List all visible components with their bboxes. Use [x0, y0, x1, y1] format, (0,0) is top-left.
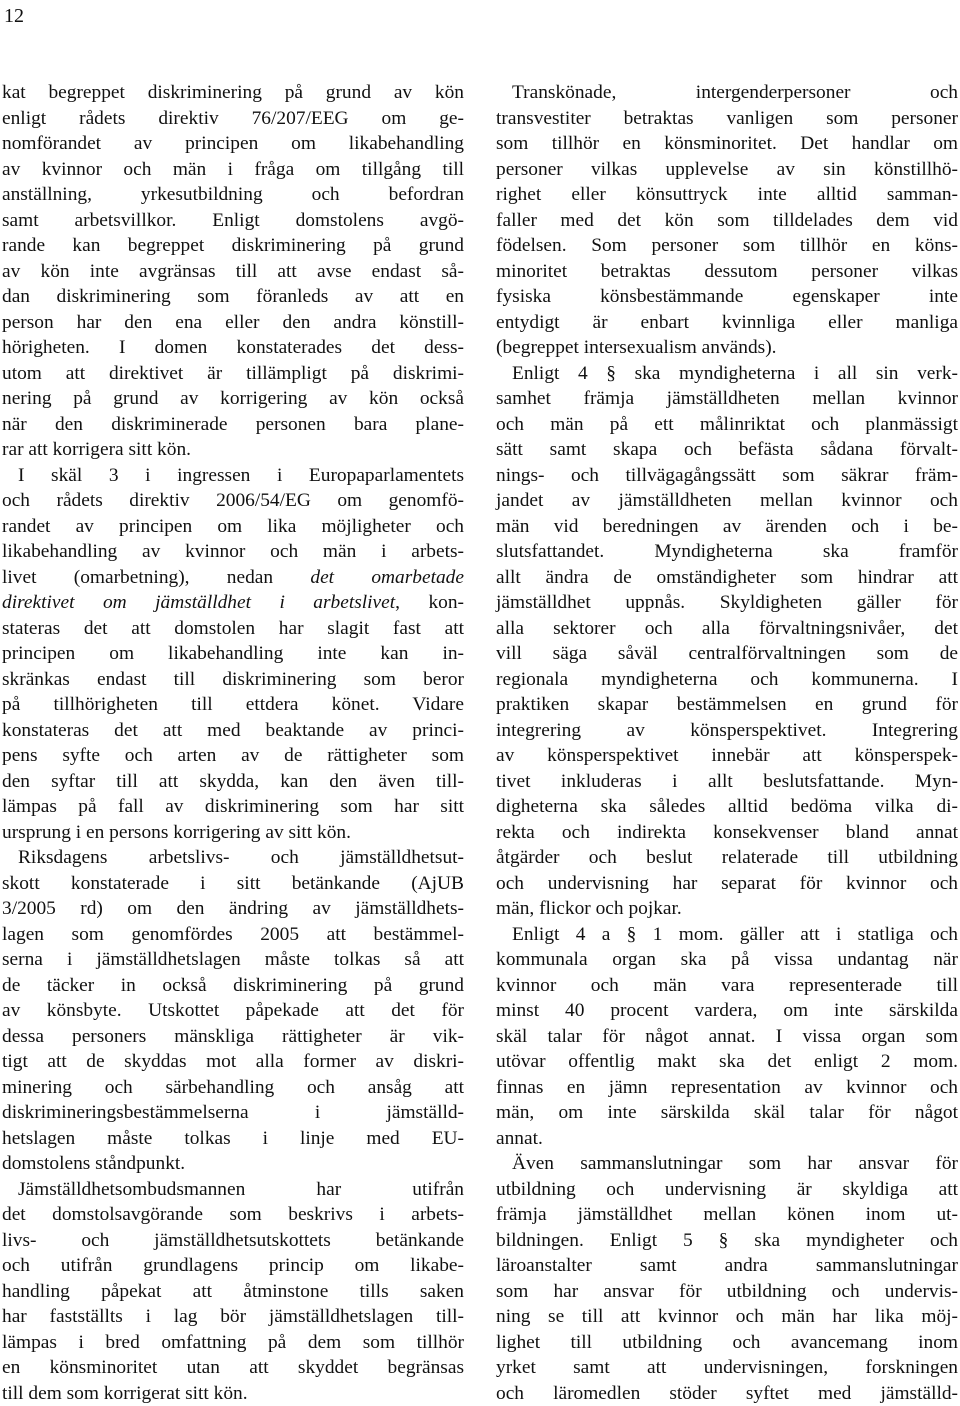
line-text: rande kan begreppet diskriminering på grund — [2, 235, 464, 256]
line-text: annat. — [496, 1128, 543, 1149]
text-line — [2, 590, 464, 616]
line-text: I skäl 3 i ingressen i Europaparlamentets — [18, 465, 464, 486]
line-text: och män på ett målinriktat och planmässigt — [496, 414, 958, 435]
line-text: Riksdagens arbetslivs- och jämställdhetsut- — [18, 847, 464, 868]
text-line — [496, 106, 958, 132]
text-line — [496, 794, 958, 820]
line-text: när den diskriminerade personen bara plane- — [2, 414, 464, 435]
text-line — [2, 1330, 464, 1356]
text-line — [2, 896, 464, 922]
text-line — [2, 539, 464, 565]
line-text: kat begreppet diskriminering på grund av kön — [2, 82, 464, 103]
line-text: rekta och indirekta konsekvenser bland annat — [496, 822, 958, 843]
line-text: sätt samt skapa och befästa sådana förvalt- — [496, 439, 958, 460]
text-line — [496, 820, 958, 846]
line-text: skäl talar för något annat. I vissa organ som — [496, 1026, 958, 1047]
line-text: utövar offentlig makt ska det enligt 2 mom. — [496, 1051, 958, 1072]
line-text: personer vilkas upplevelse av sin könstillhö- — [496, 159, 958, 180]
line-text: Enligt 4 § ska myndigheterna i all sin verk- — [512, 363, 958, 384]
line-text: ning se till att kvinnor och män har lika möj- — [496, 1306, 958, 1327]
line-text: som tillhör en könsminoritet. Det handlar om — [496, 133, 958, 154]
text-line — [496, 1253, 958, 1279]
line-text: tigt att de skyddas mot alla former av diskri- — [2, 1051, 464, 1072]
text-line — [2, 718, 464, 744]
line-text: stateras det att domstolen har slagit fast att — [2, 618, 464, 639]
line-text: åtgärder och beslut relaterade till utbildning — [496, 847, 958, 868]
text-line — [2, 667, 464, 693]
line-text: regionala myndigheterna och kommunerna. I — [496, 669, 958, 690]
line-text: praktiken skapar bestämmelsen en grund för — [496, 694, 958, 715]
line-text: jandet av jämställdheten mellan kvinnor och — [496, 490, 958, 511]
text-line — [2, 182, 464, 208]
text-line — [2, 488, 464, 514]
line-text: person har den ena eller den andra könstill- — [2, 312, 464, 333]
text-line — [496, 718, 958, 744]
text-line — [496, 386, 958, 412]
text-line — [496, 463, 958, 489]
line-text: randet av principen om lika möjligheter och — [2, 516, 464, 537]
line-text: Jämställdhetsombudsmannen har utifrån — [18, 1179, 464, 1200]
text-line — [496, 1381, 958, 1406]
line-text: och utifrån grundlagens princip om likabe- — [2, 1255, 464, 1276]
text-line — [2, 386, 464, 412]
text-line — [2, 1100, 464, 1126]
line-text: faller med det kön som tilldelades dem vid — [496, 210, 958, 231]
line-text: samt arbetsvillkor. Enligt domstolens avgö- — [2, 210, 464, 231]
left-text-column — [2, 80, 464, 1406]
text-line — [496, 769, 958, 795]
text-line — [2, 259, 464, 285]
text-line — [2, 641, 464, 667]
text-line — [2, 335, 464, 361]
text-line — [2, 1151, 464, 1177]
text-line — [496, 871, 958, 897]
line-text: enligt rådets direktiv 76/207/EEG om ge- — [2, 108, 464, 129]
text-line — [496, 641, 958, 667]
page-number: 12 — [4, 4, 24, 28]
text-line — [496, 565, 958, 591]
line-text: lagen som genomfördes 2005 att bestämmel- — [2, 924, 464, 945]
line-text: nings- och tillvägagångssätt som säkrar främ- — [496, 465, 958, 486]
text-line — [496, 131, 958, 157]
text-line — [496, 80, 958, 106]
text-line — [2, 157, 464, 183]
line-text: domstolens ståndpunkt. — [2, 1153, 185, 1174]
text-line — [496, 488, 958, 514]
line-text: främja jämställdhet mellan könen inom ut- — [496, 1204, 958, 1225]
text-line — [2, 310, 464, 336]
line-text: jämställdhet uppnås. Skyldigheten gäller för — [496, 592, 958, 613]
text-line — [2, 769, 464, 795]
line-text: 3/2005 rd) om den ändring av jämställdhets- — [2, 898, 464, 919]
line-text: samhet främja jämställdheten mellan kvinnor — [496, 388, 958, 409]
line-text: vill säga såväl centralförvaltningen som de — [496, 643, 958, 664]
line-text: fysiska könsbestämmande egenskaper inte — [496, 286, 958, 307]
line-text: de täcker in också diskriminering på grund — [2, 975, 464, 996]
line-text: har fastställts i lag bör jämställdhetslagen till- — [2, 1306, 464, 1327]
text-line — [496, 845, 958, 871]
line-text: livet (omarbetning), nedan — [2, 567, 273, 588]
text-line — [2, 284, 464, 310]
text-line — [496, 1100, 958, 1126]
line-text: slutsfattandet. Myndigheterna ska framför — [496, 541, 958, 562]
line-text: entydigt är enbart kvinnliga eller manliga — [496, 312, 958, 333]
text-line — [2, 565, 464, 591]
line-text: livs- och jämställdhetsutskottets betänkande — [2, 1230, 464, 1251]
line-text: tivet inkluderas i allt beslutsfattande. Myn- — [496, 771, 958, 792]
line-text: anställning, yrkesutbildning och befordran — [2, 184, 464, 205]
line-text: av könsperspektivet innebär att könsperspek- — [496, 745, 958, 766]
text-line — [496, 412, 958, 438]
text-line — [2, 1228, 464, 1254]
line-text: nomförandet av principen om likabehandling — [2, 133, 464, 154]
text-line — [2, 1177, 464, 1203]
text-line — [2, 616, 464, 642]
text-line — [496, 1304, 958, 1330]
text-line — [2, 412, 464, 438]
line-text: på tillhörigheten till ettdera könet. Vidare — [2, 694, 464, 715]
line-text: utbildning och undervisning är skyldiga att — [496, 1179, 958, 1200]
line-text: män, flickor och pojkar. — [496, 898, 682, 919]
text-line — [2, 998, 464, 1024]
text-line — [496, 1126, 958, 1152]
text-line — [496, 1049, 958, 1075]
text-line — [496, 182, 958, 208]
line-text: ursprung i en persons korrigering av sitt kön. — [2, 822, 351, 843]
text-line — [496, 1177, 958, 1203]
line-text: hetslagen måste tolkas i linje med EU- — [2, 1128, 464, 1149]
text-line — [2, 1253, 464, 1279]
text-line — [496, 284, 958, 310]
text-line — [496, 259, 958, 285]
text-line — [496, 1228, 958, 1254]
line-text: som har ansvar för utbildning och undervis- — [496, 1281, 958, 1302]
line-text: minoritet betraktas dessutom personer vilkas — [496, 261, 958, 282]
text-line — [496, 1355, 958, 1381]
line-text: allt ändra de omständigheter som hindrar att — [496, 567, 958, 588]
italic-term: det omarbetade — [310, 567, 464, 588]
text-line — [2, 973, 464, 999]
line-text: till dem som korrigerat sitt kön. — [2, 1383, 248, 1404]
line-text: skott konstaterade i sitt betänkande (AjUB — [2, 873, 464, 894]
text-line — [496, 361, 958, 387]
line-text: läroanstalter samt andra sammanslutningar — [496, 1255, 958, 1276]
text-line — [2, 845, 464, 871]
text-line — [496, 692, 958, 718]
line-text: minst 40 procent vardera, om inte särskilda — [496, 1000, 958, 1021]
line-text: den syftar till att skydda, kan den även till- — [2, 771, 464, 792]
text-line — [496, 1024, 958, 1050]
text-line — [496, 896, 958, 922]
line-text: minering och särbehandling och ansåg att — [2, 1077, 464, 1098]
text-line — [496, 616, 958, 642]
text-line — [2, 131, 464, 157]
text-line — [2, 820, 464, 846]
line-text: , kon- — [395, 592, 464, 613]
line-text: integrering av könsperspektivet. Integrering — [496, 720, 958, 741]
line-text: dessa personers mänskliga rättigheter är vik- — [2, 1026, 464, 1047]
line-text: det domstolsavgörande som beskrivs i arbets- — [2, 1204, 464, 1225]
line-text: kvinnor och män vara representerade till — [496, 975, 958, 996]
text-line — [2, 1075, 464, 1101]
line-text: av kvinnor och män i fråga om tillgång till — [2, 159, 464, 180]
line-text: Transkönade, intergenderpersoner och — [512, 82, 958, 103]
text-line — [2, 871, 464, 897]
text-line — [2, 1024, 464, 1050]
text-line — [2, 1381, 464, 1406]
text-line — [496, 208, 958, 234]
text-line — [496, 922, 958, 948]
line-text: män vid beredningen av ärenden och i be- — [496, 516, 958, 537]
text-line — [496, 973, 958, 999]
line-text: likabehandling av kvinnor och män i arbets- — [2, 541, 464, 562]
line-text: dan diskriminering som föranleds av att en — [2, 286, 464, 307]
text-line — [496, 947, 958, 973]
text-line — [2, 743, 464, 769]
right-text-column — [496, 80, 958, 1406]
text-line — [2, 794, 464, 820]
text-line — [2, 692, 464, 718]
line-text: lighet till utbildning och avancemang inom — [496, 1332, 958, 1353]
text-line — [496, 998, 958, 1024]
text-line — [2, 1279, 464, 1305]
line-text: hörigheten. I domen konstaterades det dess- — [2, 337, 464, 358]
line-text: lämpas i bred omfattning på dem som tillhör — [2, 1332, 464, 1353]
line-text: alla sektorer och alla förvaltningsnivåer, det — [496, 618, 958, 639]
text-line — [2, 233, 464, 259]
line-text: och rådets direktiv 2006/54/EG om genomfö- — [2, 490, 464, 511]
line-text: Även sammanslutningar som har ansvar för — [512, 1153, 958, 1174]
text-line — [496, 539, 958, 565]
line-text: handling påpekat att åtminstone tills saken — [2, 1281, 464, 1302]
line-text: Enligt 4 a § 1 mom. gäller att i statliga och — [512, 924, 958, 945]
text-line — [2, 1304, 464, 1330]
italic-term: direktivet om jämställdhet i arbetslivet — [2, 592, 395, 613]
line-text: en könsminoritet utan att skyddet begränsas — [2, 1357, 464, 1378]
line-text: yrket samt att undervisningen, forskningen — [496, 1357, 958, 1378]
line-text: av könsbyte. Utskottet påpekade att det för — [2, 1000, 464, 1021]
text-line — [496, 437, 958, 463]
text-line — [496, 1202, 958, 1228]
line-text: lämpas på fall av diskriminering som har sitt — [2, 796, 464, 817]
text-line — [496, 667, 958, 693]
line-text: födelsen. Som personer som tillhör en köns- — [496, 235, 958, 256]
line-text: konstateras det att med beaktande av princi- — [2, 720, 464, 741]
line-text: pens syfte och arten av de rättigheter som — [2, 745, 464, 766]
line-text: finnas en jämn representation av kvinnor och — [496, 1077, 958, 1098]
text-line — [2, 361, 464, 387]
line-text: av kön inte avgränsas till att avse endast så- — [2, 261, 464, 282]
line-text: och läromedlen stöder syftet med jämställd- — [496, 1383, 958, 1404]
text-line — [2, 437, 464, 463]
text-line — [2, 514, 464, 540]
line-text: och undervisning har separat för kvinnor och — [496, 873, 958, 894]
text-line — [496, 233, 958, 259]
text-line — [496, 335, 958, 361]
line-text: digheterna ska således alltid bedöma vilka di- — [496, 796, 958, 817]
line-text: principen om likabehandling inte kan in- — [2, 643, 464, 664]
text-line — [496, 1151, 958, 1177]
line-text: män, om inte särskilda skäl talar för något — [496, 1102, 958, 1123]
line-text: utom att direktivet är tillämpligt på diskrimi- — [2, 363, 464, 384]
line-text: rar att korrigera sitt kön. — [2, 439, 191, 460]
line-text: bildningen. Enligt 5 § ska myndigheter och — [496, 1230, 958, 1251]
line-text: kommunala organ ska på vissa undantag när — [496, 949, 958, 970]
line-text: (begreppet intersexualism används). — [496, 337, 777, 358]
text-line — [2, 947, 464, 973]
text-line — [2, 463, 464, 489]
text-line — [496, 1330, 958, 1356]
text-line — [496, 1075, 958, 1101]
line-text: nering på grund av korrigering av kön också — [2, 388, 464, 409]
line-text: transvestiter betraktas vanligen som personer — [496, 108, 958, 129]
text-line — [2, 1049, 464, 1075]
text-line — [496, 743, 958, 769]
text-line — [2, 1202, 464, 1228]
text-line — [2, 208, 464, 234]
text-line — [496, 514, 958, 540]
line-text: righet eller könsuttryck inte alltid samman- — [496, 184, 958, 205]
text-line — [496, 590, 958, 616]
text-line — [496, 157, 958, 183]
text-line — [496, 1279, 958, 1305]
text-line — [2, 1355, 464, 1381]
line-text: diskrimineringsbestämmelserna i jämställd- — [2, 1102, 464, 1123]
text-line — [2, 106, 464, 132]
text-line — [2, 1126, 464, 1152]
text-line — [2, 922, 464, 948]
text-line — [496, 310, 958, 336]
text-line — [2, 80, 464, 106]
line-text: skränkas endast till diskriminering som beror — [2, 669, 464, 690]
line-text: serna i jämställdhetslagen måste tolkas så att — [2, 949, 464, 970]
